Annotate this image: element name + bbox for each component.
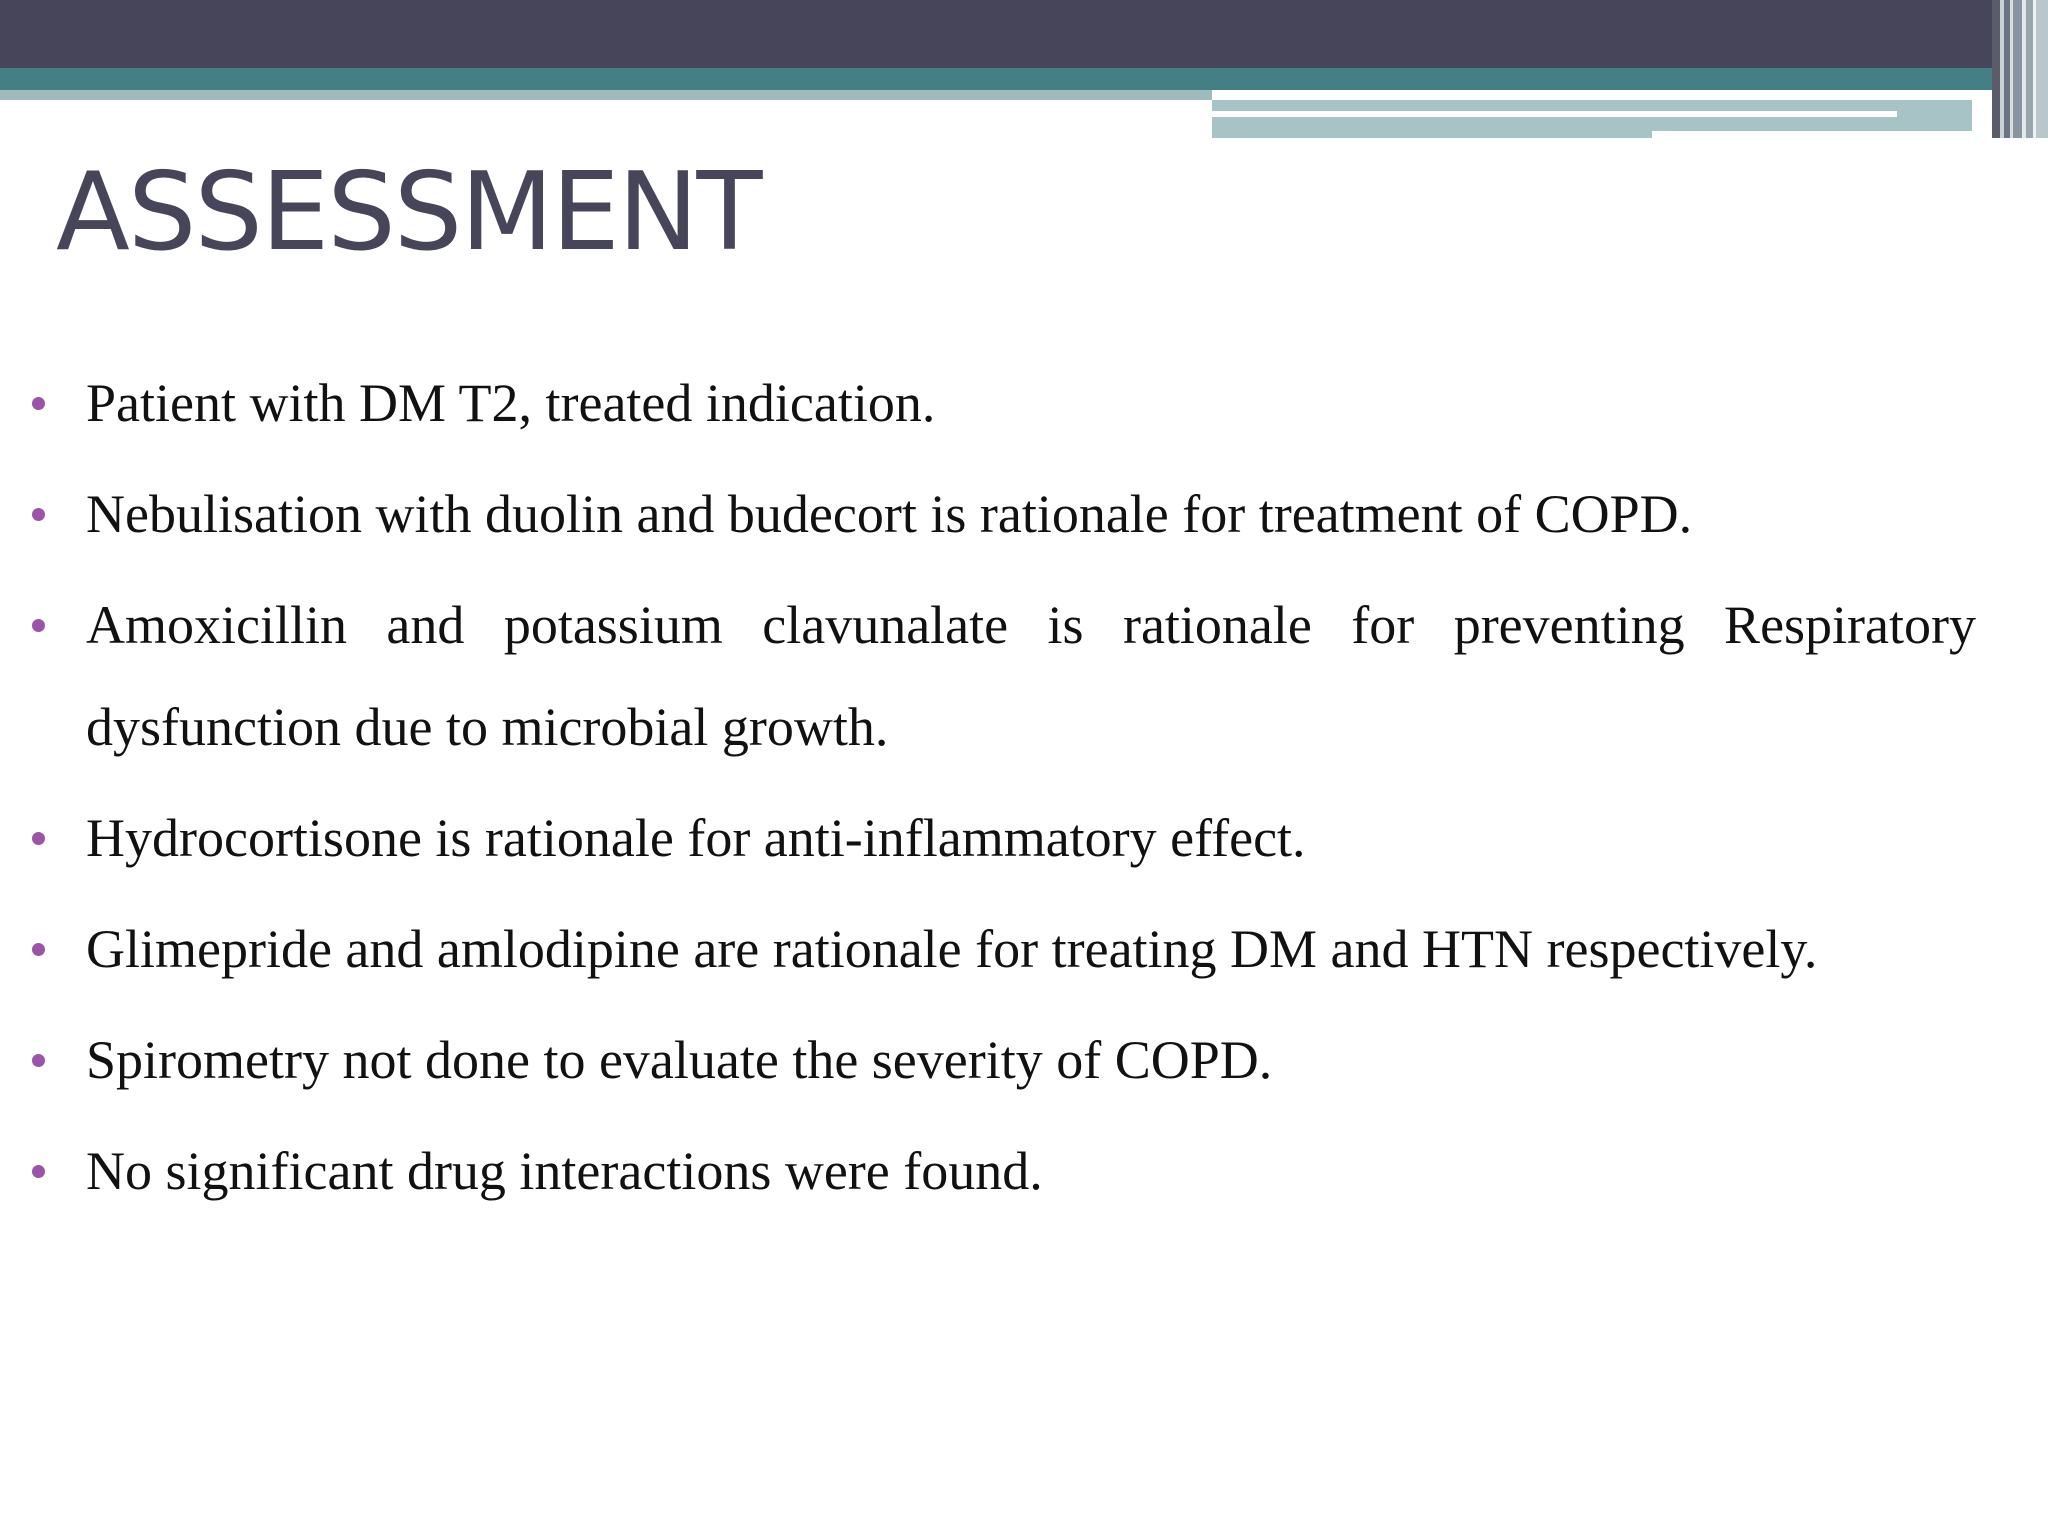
bullet-text: Glimepride and amlodipine are rationale for treating DM and HTN respectively. [86,919,1818,979]
bullet-dot-icon [32,943,45,956]
header-teal-band [0,68,2048,90]
bullet-item [30,574,1976,778]
header-stripes-decoration [1992,0,2048,138]
bullet-text: Spirometry not done to evaluate the severity of COPD. [86,1030,1273,1090]
bullet-dot-icon [32,619,45,632]
header-dark-band [0,0,2048,68]
bullet-item [30,787,1976,889]
bullet-dot-icon [32,508,45,521]
bullet-item [30,1120,1976,1222]
header-light-band-left [0,90,1212,100]
bullet-item [30,463,1976,565]
bullet-dot-icon [32,1054,45,1067]
bullet-item [30,898,1976,1000]
bullet-text: No significant drug interactions were found. [86,1141,1043,1201]
header-white-cut [1652,131,1992,139]
bullet-dot-icon [32,832,45,845]
bullet-text: Nebulisation with duolin and budecort is rationale for treatment of COPD. [86,484,1693,544]
bullet-item [30,1009,1976,1111]
bullet-text: Patient with DM T2, treated indication. [86,373,936,433]
header-white-line [1212,111,1897,117]
bullet-text: Hydrocortisone is rationale for anti-inflammatory effect. [86,808,1306,868]
bullet-list [30,352,1976,1231]
slide-title: ASSESSMENT [56,150,761,275]
bullet-dot-icon [32,1165,45,1178]
bullet-dot-icon [32,397,45,410]
bullet-text: Amoxicillin and potassium clavunalate is rationale for preventing Respiratory dysfunction due to microbial growth. [86,595,1976,757]
bullet-item [30,352,1976,454]
